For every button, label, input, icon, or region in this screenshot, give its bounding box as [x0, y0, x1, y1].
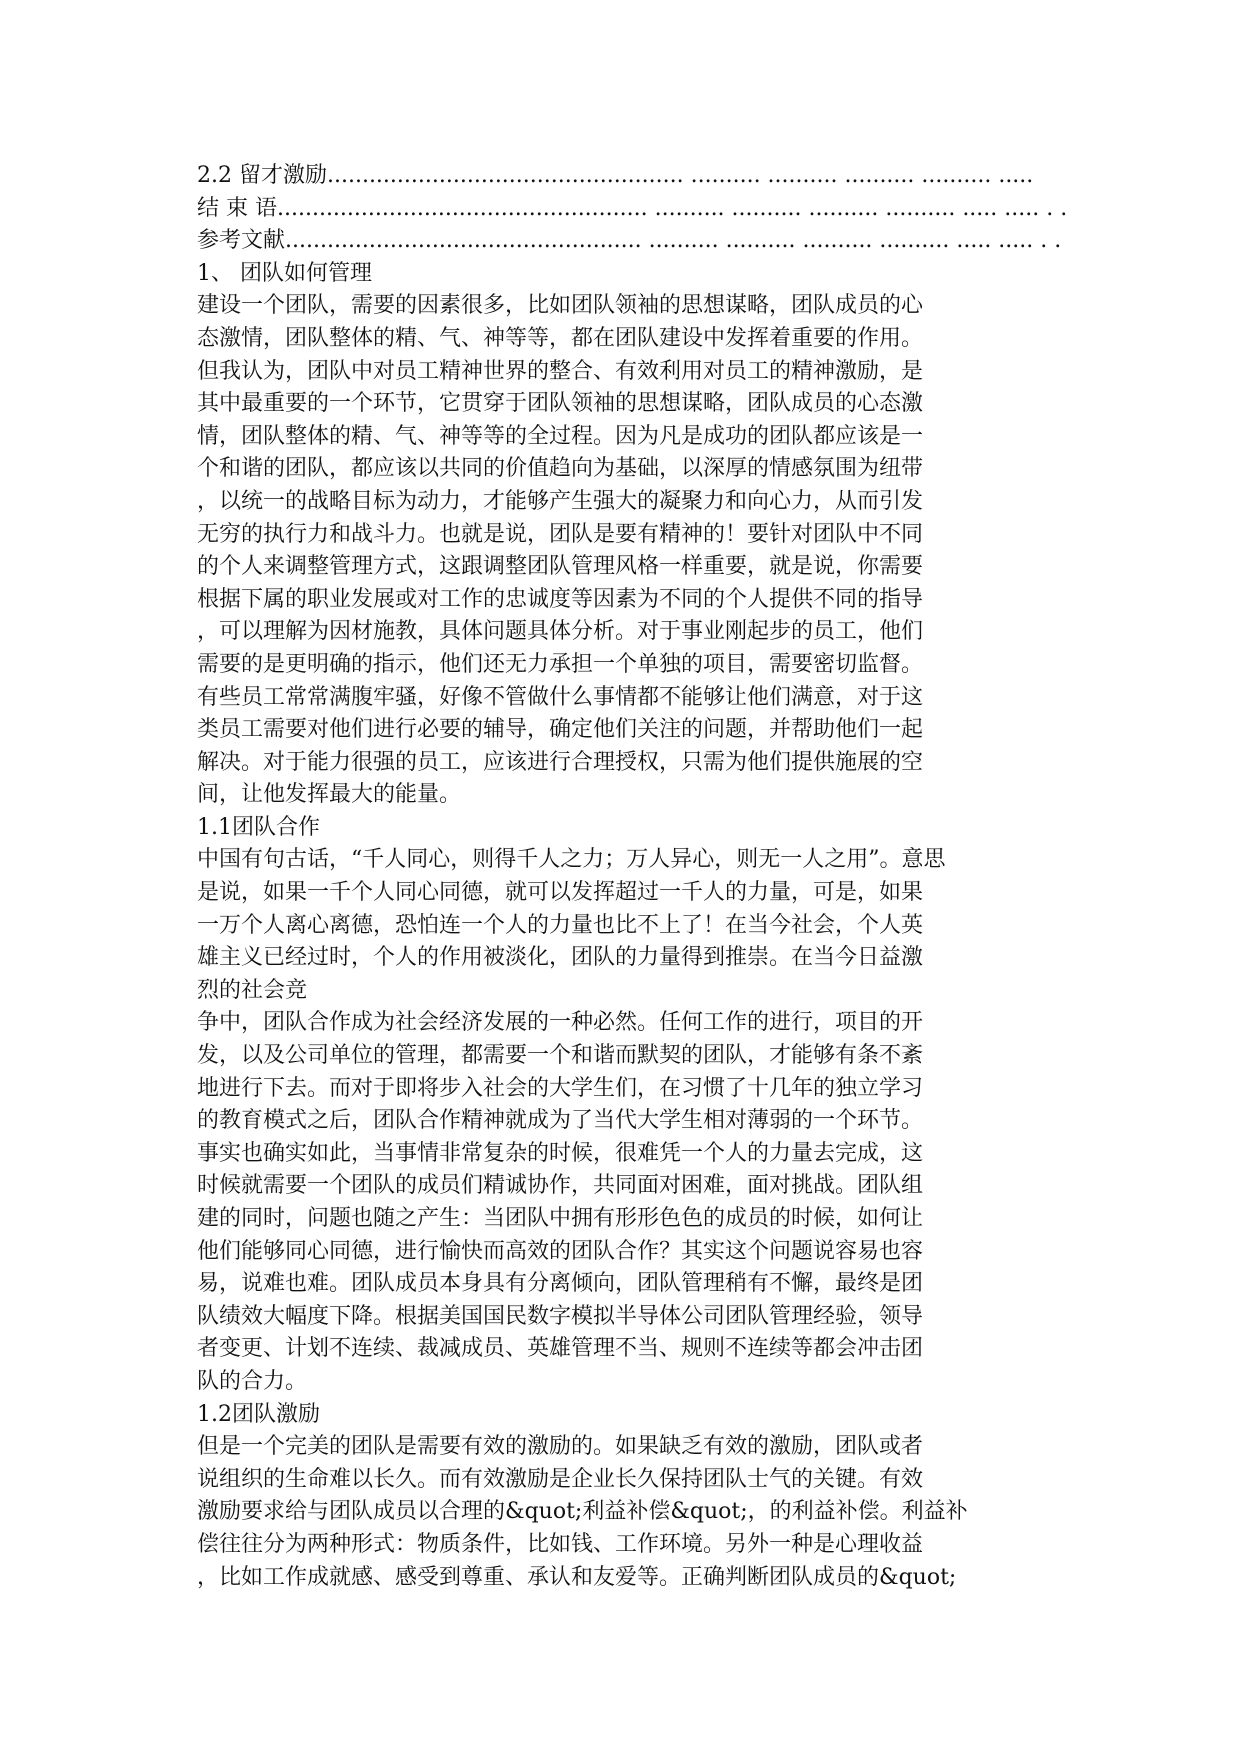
- paragraph-line: 队绩效大幅度下降。根据美国国民数字模拟半导体公司团队管理经验，领导: [197, 1303, 924, 1329]
- paragraph-line: 地进行下去。而对于即将步入社会的大学生们，在习惯了十几年的独立学习: [197, 1075, 924, 1101]
- paragraph-line: 者变更、计划不连续、裁减成员、英雄管理不当、规则不连续等都会冲击团: [197, 1336, 924, 1362]
- paragraph-line: 间，让他发挥最大的能量。: [197, 782, 462, 808]
- paragraph-line: 态激情，团队整体的精、气、神等等，都在团队建设中发挥着重要的作用。: [197, 325, 924, 351]
- paragraph-line: 但是一个完美的团队是需要有效的激励的。如果缺乏有效的激励，团队或者: [197, 1434, 924, 1460]
- paragraph-line: 类员工需要对他们进行必要的辅导，确定他们关注的问题，并帮助他们一起: [197, 717, 924, 743]
- paragraph-line: 解决。对于能力很强的员工，应该进行合理授权，只需为他们提供施展的空: [197, 749, 924, 775]
- document-body: [197, 160, 1068, 1594]
- paragraph-line: 中国有句古话，“千人同心，则得千人之力；万人异心，则无一人之用”。意思: [197, 847, 946, 873]
- paragraph-line: 的教育模式之后，团队合作精神就成为了当代大学生相对薄弱的一个环节。: [197, 1108, 924, 1134]
- paragraph-line: 情，团队整体的精、气、神等等的全过程。因为凡是成功的团队都应该是一: [197, 423, 924, 449]
- toc-entry-references: 参考文献................................................... .......... .......... .......... .......... ..... ..... . .: [197, 228, 1062, 254]
- paragraph-line: 事实也确实如此，当事情非常复杂的时候，很难凭一个人的力量去完成，这: [197, 1140, 924, 1166]
- paragraph-line: 易，说难也难。团队成员本身具有分离倾向，团队管理稍有不懈，最终是团: [197, 1271, 924, 1297]
- toc-entry-conclusion: 结 束 语..................................................... .......... .......... .......... .......... ..... ..... . .: [197, 195, 1068, 221]
- paragraph-line: 个和谐的团队，都应该以共同的价值趋向为基础，以深厚的情感氛围为纽带: [197, 456, 924, 482]
- paragraph-line: 时候就需要一个团队的成员们精诚协作，共同面对困难，面对挑战。团队组: [197, 1173, 924, 1199]
- paragraph-line: ，可以理解为因材施教，具体问题具体分析。对于事业刚起步的员工，他们: [197, 619, 924, 645]
- paragraph-line: 的个人来调整管理方式，这跟调整团队管理风格一样重要，就是说，你需要: [197, 554, 924, 580]
- paragraph-line: 需要的是更明确的指示，他们还无力承担一个单独的项目，需要密切监督。: [197, 651, 924, 677]
- paragraph-line: ，以统一的战略目标为动力，才能够产生强大的凝聚力和向心力，从而引发: [197, 488, 924, 514]
- paragraph-line: 他们能够同心同德，进行愉快而高效的团队合作？其实这个问题说容易也容: [197, 1238, 924, 1264]
- paragraph-line: 烈的社会竞: [197, 977, 308, 1003]
- paragraph-line: 建的同时，问题也随之产生：当团队中拥有形形色色的成员的时候，如何让: [197, 1206, 924, 1231]
- toc-entry-retention-incentive: 2.2 留才激励................................................... .......... .......... .......... .......... .....: [197, 163, 1034, 188]
- paragraph-line: 争中，团队合作成为社会经济发展的一种必然。任何工作的进行，项目的开: [197, 1010, 924, 1036]
- paragraph-line: 偿往往分为两种形式：物质条件，比如钱、工作环境。另外一种是心理收益: [197, 1531, 924, 1557]
- section-heading-team-management: 1、 团队如何管理: [197, 260, 372, 286]
- paragraph-line: 无穷的执行力和战斗力。也就是说，团队是要有精神的！要针对团队中不同: [197, 521, 924, 547]
- paragraph-line: 激励要求给与团队成员以合理的&quot;利益补偿&quot;，的利益补偿。利益补: [197, 1499, 968, 1525]
- paragraph-line: 雄主义已经过时，个人的作用被淡化，团队的力量得到推崇。在当今日益激: [197, 945, 924, 971]
- paragraph-line: 队的合力。: [197, 1368, 308, 1394]
- paragraph-line: 但我认为，团队中对员工精神世界的整合、有效利用对员工的精神激励，是: [197, 358, 924, 384]
- section-heading-team-cooperation: 1.1团队合作: [197, 814, 320, 840]
- paragraph-line: 有些员工常常满腹牢骚，好像不管做什么事情都不能够让他们满意，对于这: [197, 684, 924, 710]
- section-heading-team-incentive: 1.2团队激励: [197, 1401, 320, 1427]
- paragraph-line: 一万个人离心离德，恐怕连一个人的力量也比不上了！在当今社会，个人英: [197, 912, 924, 938]
- paragraph-line: 根据下属的职业发展或对工作的忠诚度等因素为不同的个人提供不同的指导: [197, 586, 924, 612]
- paragraph-line: 发，以及公司单位的管理，都需要一个和谐而默契的团队，才能够有条不紊: [197, 1043, 924, 1069]
- paragraph-line: 建设一个团队，需要的因素很多，比如团队领袖的思想谋略，团队成员的心: [197, 293, 924, 319]
- paragraph-line: ，比如工作成就感、感受到尊重、承认和友爱等。正确判断团队成员的&quot;: [197, 1564, 957, 1590]
- paragraph-line: 其中最重要的一个环节，它贯穿于团队领袖的思想谋略，团队成员的心态激: [197, 391, 924, 417]
- paragraph-line: 是说，如果一千个人同心同德，就可以发挥超过一千人的力量，可是，如果: [197, 880, 924, 906]
- paragraph-line: 说组织的生命难以长久。而有效激励是企业长久保持团队士气的关键。有效: [197, 1466, 924, 1492]
